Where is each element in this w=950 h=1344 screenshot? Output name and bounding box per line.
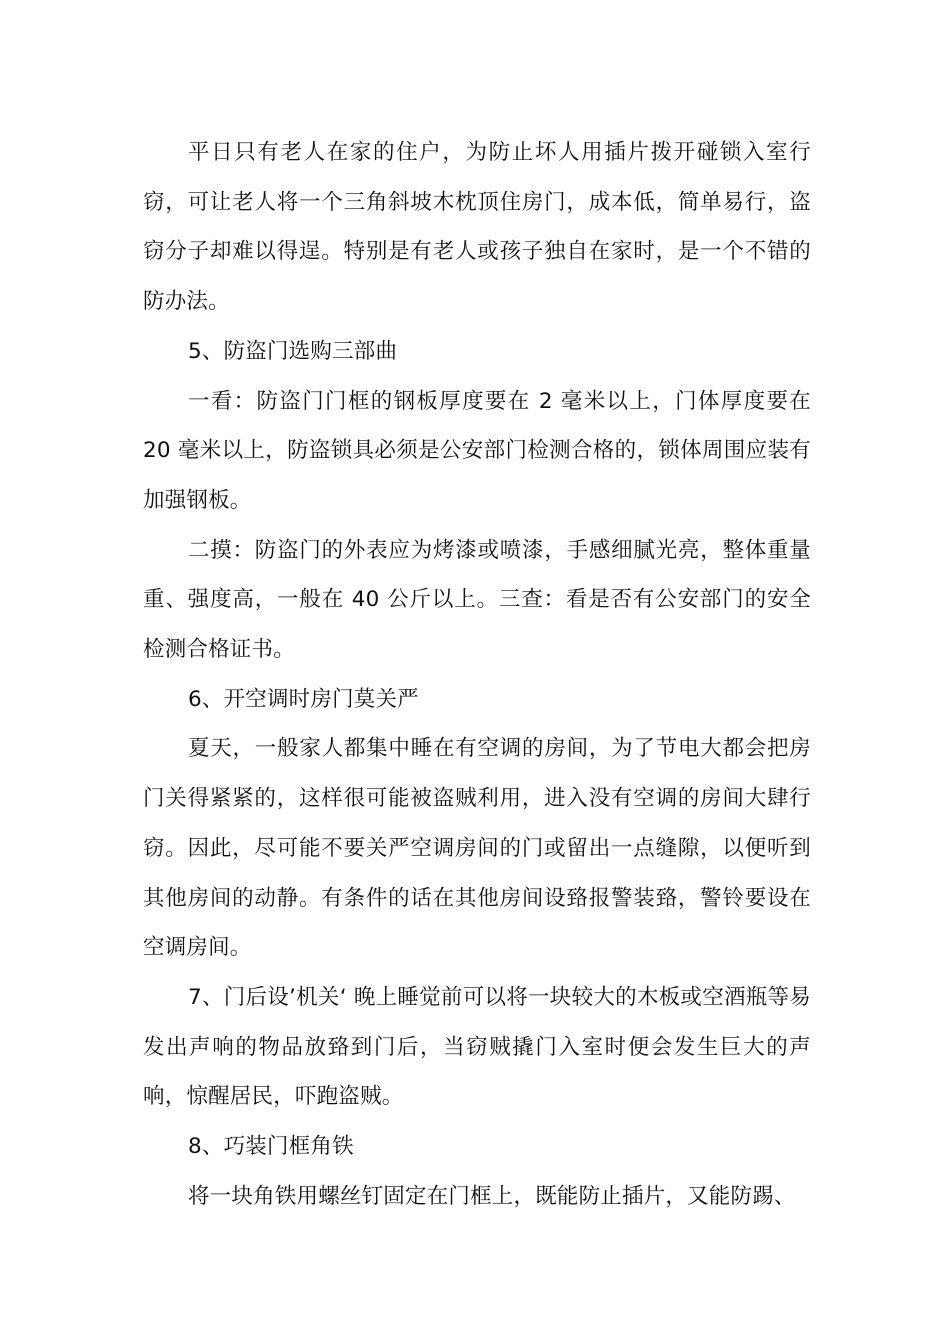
- paragraph-summer: 夏天，一般家人都集中睡在有空调的房间，为了节电大都会把房门关得紧紧的，这样很可能被盗贼利用，进入没有空调的房间大肆行窃。因此，尽可能不要关严空调房间的门或留出一点缝隙，以便听到其他房间的动静。有条件的话在其他房间设臵报警装臵，警铃要设在空调房间。: [143, 736, 811, 961]
- heading-air-conditioner-door: 6、开空调时房门莫关严: [188, 686, 419, 712]
- paragraph-look: 一看：防盗门门框的钢板厚度要在 2 毫米以上，门体厚度要在 20 毫米以上，防盗锁具必须是公安部门检测合格的，锁体周围应装有加强钢板。: [143, 388, 811, 513]
- heading-angle-iron: 8、巧装门框角铁: [188, 1134, 354, 1160]
- document-page: [143, 128, 811, 1221]
- paragraph-elderly-door-wedge: 平日只有老人在家的住户，为防止坏人用插片拨开碰锁入室行窃，可让老人将一个三角斜坡木枕顶住房门，成本低，简单易行，盗窃分子却难以得逞。特别是有老人或孩子独自在家时，是一个不错的防办法。: [143, 140, 811, 315]
- heading-security-door-tips: 5、防盗门选购三部曲: [188, 338, 398, 364]
- paragraph-angle-iron: 将一块角铁用螺丝钉固定在门框上，既能防止插片，又能防踢、: [188, 1183, 796, 1209]
- paragraph-touch-check: 二摸：防盗门的外表应为烤漆或喷漆，手感细腻光亮，整体重量重、强度高，一般在 40 公斤以上。三查：看是否有公安部门的安全检测合格证书。: [143, 537, 811, 663]
- paragraph-door-trap: 7、门后设’机关‘ 晚上睡觉前可以将一块较大的木板或空酒瓶等易发出声响的物品放臵到门后，当窃贼撬门入室时便会发生巨大的声响，惊醒居民，吓跑盗贼。: [143, 984, 811, 1110]
